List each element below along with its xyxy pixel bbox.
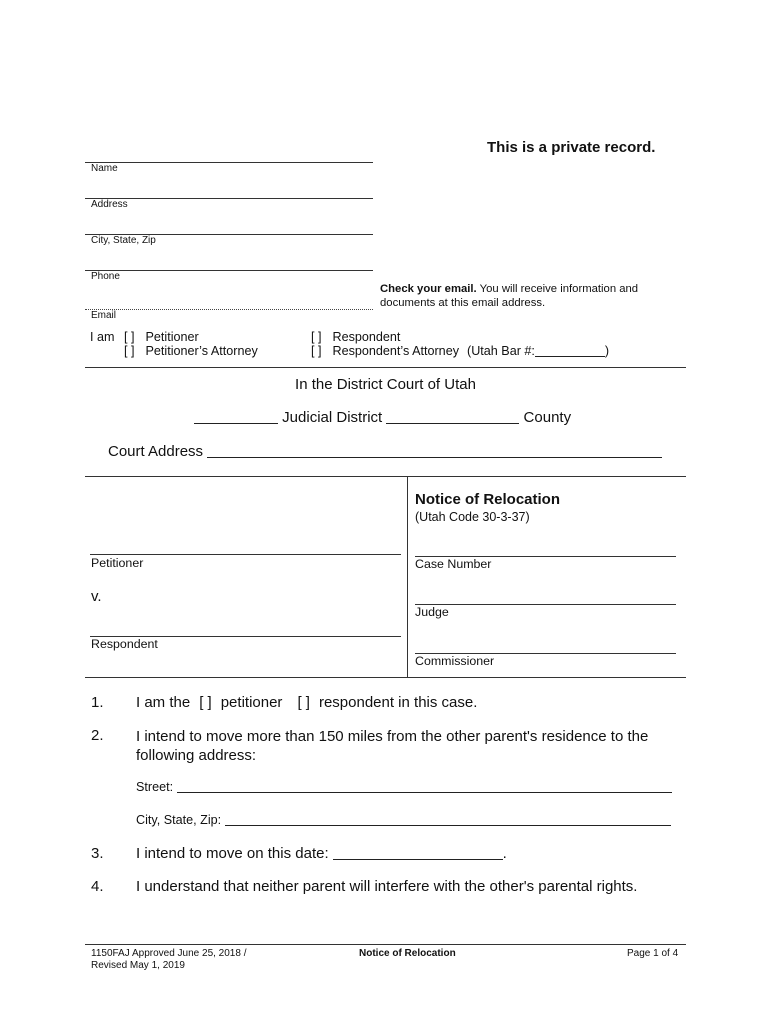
item-1-petitioner-label: petitioner — [220, 694, 283, 711]
bar-number-blank[interactable] — [535, 346, 605, 357]
name-field-line[interactable] — [85, 162, 373, 163]
move-date-blank[interactable] — [333, 847, 503, 860]
item-1-number: 1. — [91, 694, 104, 711]
caption-respondent-label: Respondent — [91, 637, 158, 651]
email-note-text: You will receive information and documents at this email address. — [380, 283, 639, 309]
petitioner-option-label: Petitioner — [145, 330, 199, 344]
move-date-label: I intend to move on this date: — [136, 845, 329, 862]
address-label: Address — [91, 199, 128, 210]
footer-page-number: Page 1 of 4 — [627, 948, 679, 959]
phone-field-line[interactable] — [85, 270, 373, 271]
respondent-attorney-option-label: Respondent’s Attorney — [332, 344, 459, 358]
new-city-state-zip-label: City, State, Zip: — [136, 813, 222, 827]
email-field-line[interactable] — [85, 309, 373, 310]
commissioner-label: Commissioner — [415, 654, 495, 668]
item-1-prefix: I am the — [136, 694, 191, 711]
name-label: Name — [91, 163, 118, 174]
judge-label: Judge — [415, 605, 449, 619]
county-label: County — [523, 409, 572, 426]
move-date-suffix: . — [502, 845, 507, 862]
role-option-respondent[interactable] — [311, 330, 400, 345]
bar-number-suffix: ) — [604, 344, 610, 358]
caption-petitioner-label: Petitioner — [91, 556, 144, 570]
footer-divider — [85, 944, 686, 945]
county-blank[interactable] — [386, 411, 519, 424]
role-option-petitioner-attorney[interactable] — [124, 344, 258, 359]
judicial-district-label: Judicial District — [282, 409, 383, 426]
new-city-state-zip-blank[interactable] — [225, 815, 671, 826]
respondent-attorney-checkbox[interactable]: [ ] — [311, 344, 322, 358]
item-2-text: I intend to move more than 150 miles from the other parent's residence to the following address: — [136, 728, 649, 764]
form-title: Notice of Relocation — [415, 491, 561, 508]
versus-label: v. — [91, 588, 102, 605]
footer-revised: Revised May 1, 2019 — [91, 960, 185, 971]
case-number-label: Case Number — [415, 557, 492, 571]
private-record-notice: This is a private record. — [487, 139, 656, 156]
item-1-text — [136, 694, 477, 712]
email-label: Email — [91, 310, 117, 321]
new-city-state-zip-row — [136, 813, 671, 828]
petitioner-name-line[interactable] — [90, 554, 401, 555]
court-address-row — [108, 443, 662, 461]
street-row — [136, 780, 672, 795]
item-1-respondent-label: respondent in this case. — [318, 694, 478, 711]
court-address-blank[interactable] — [207, 445, 662, 458]
phone-label: Phone — [91, 271, 120, 282]
item-1-petitioner-checkbox[interactable]: [ ] — [199, 694, 212, 711]
petitioner-attorney-checkbox[interactable]: [ ] — [124, 344, 135, 358]
item-4-text: I understand that neither parent will interfere with the other's parental rights. — [136, 878, 638, 895]
item-2-number: 2. — [91, 727, 104, 744]
respondent-option-label: Respondent — [332, 330, 401, 344]
court-title: In the District Court of Utah — [295, 376, 476, 393]
judge-line[interactable] — [415, 604, 676, 605]
street-blank[interactable] — [177, 782, 672, 793]
caption-vertical-divider — [407, 476, 408, 677]
petitioner-checkbox[interactable]: [ ] — [124, 330, 135, 344]
judicial-district-blank[interactable] — [194, 411, 278, 424]
item-4-number: 4. — [91, 878, 104, 895]
caption-top-divider — [85, 476, 686, 477]
item-3-number: 3. — [91, 845, 104, 862]
footer-form-id: 1150FAJ Approved June 25, 2018 / — [91, 948, 247, 959]
street-label: Street: — [136, 780, 174, 794]
court-address-label: Court Address — [108, 443, 204, 460]
city-state-zip-label: City, State, Zip — [91, 235, 156, 246]
email-note — [380, 282, 665, 310]
judicial-district-row — [194, 409, 571, 427]
item-3-text — [136, 845, 507, 863]
role-option-respondent-attorney[interactable] — [311, 344, 609, 359]
petitioner-attorney-option-label: Petitioner’s Attorney — [145, 344, 258, 358]
section-divider — [85, 367, 686, 368]
caption-bottom-divider — [85, 677, 686, 678]
role-option-petitioner[interactable] — [124, 330, 199, 345]
item-1-respondent-checkbox[interactable]: [ ] — [297, 694, 310, 711]
role-prefix: I am — [90, 330, 115, 344]
footer-title: Notice of Relocation — [359, 948, 456, 959]
address-field-line[interactable] — [85, 198, 373, 199]
email-note-bold: Check your email. — [380, 283, 477, 295]
statute-reference: (Utah Code 30-3-37) — [415, 510, 530, 524]
respondent-checkbox[interactable]: [ ] — [311, 330, 322, 344]
bar-number-prefix: (Utah Bar #: — [467, 344, 535, 358]
